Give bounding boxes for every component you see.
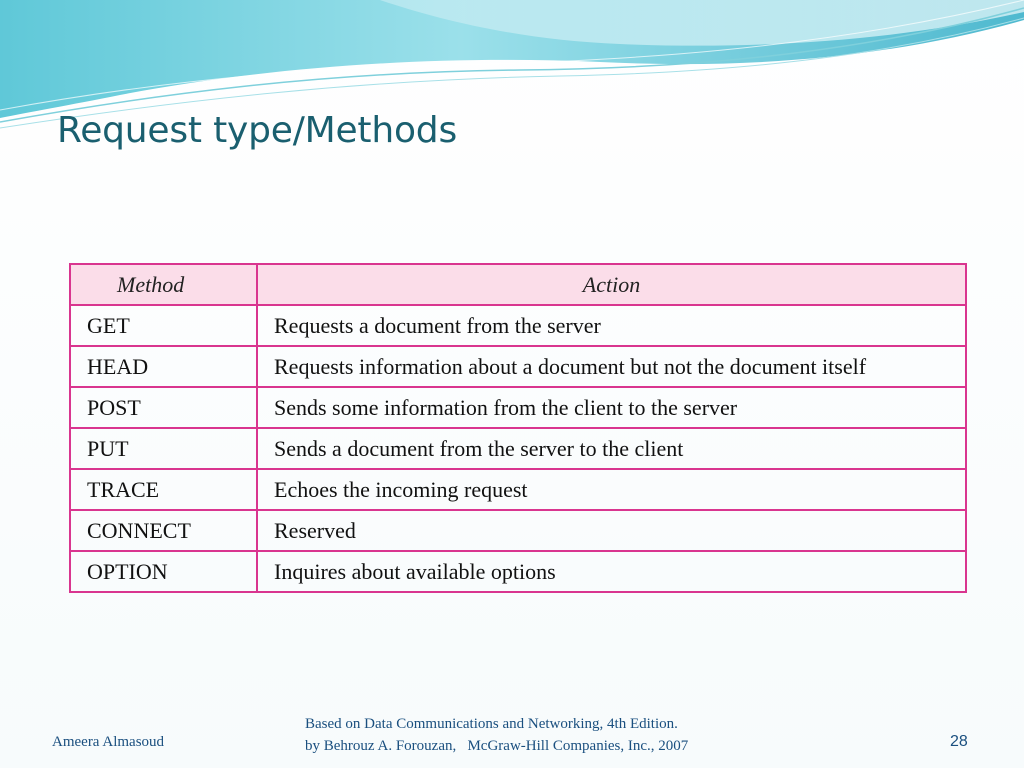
table-row <box>70 510 966 551</box>
methods-table-container <box>69 263 967 593</box>
method-cell: CONNECT <box>70 510 257 551</box>
table-row <box>70 346 966 387</box>
column-header-action: Action <box>257 264 966 305</box>
action-cell: Reserved <box>257 510 966 551</box>
action-cell: Sends some information from the client to the server <box>257 387 966 428</box>
action-cell: Inquires about available options <box>257 551 966 592</box>
action-cell: Echoes the incoming request <box>257 469 966 510</box>
page-number: 28 <box>950 733 968 750</box>
footer-source-line-2: by Behrouz A. Forouzan, McGraw-Hill Companies, Inc., 2007 <box>305 738 689 754</box>
method-cell: PUT <box>70 428 257 469</box>
method-cell: OPTION <box>70 551 257 592</box>
action-cell: Requests a document from the server <box>257 305 966 346</box>
table-row <box>70 469 966 510</box>
method-cell: HEAD <box>70 346 257 387</box>
method-cell: GET <box>70 305 257 346</box>
table-row <box>70 551 966 592</box>
column-header-method: Method <box>70 264 257 305</box>
method-cell: POST <box>70 387 257 428</box>
footer-author: Ameera Almasoud <box>52 734 165 750</box>
slide-title: Request type/Methods <box>57 110 457 151</box>
table-row <box>70 305 966 346</box>
table-row <box>70 387 966 428</box>
action-cell: Requests information about a document but not the document itself <box>257 346 966 387</box>
table-header-row <box>70 264 966 305</box>
method-cell: TRACE <box>70 469 257 510</box>
action-cell: Sends a document from the server to the client <box>257 428 966 469</box>
methods-table <box>69 263 967 593</box>
footer-source-line-1: Based on Data Communications and Networking, 4th Edition. <box>305 716 678 732</box>
table-row <box>70 428 966 469</box>
footer-source-citation <box>305 713 775 757</box>
